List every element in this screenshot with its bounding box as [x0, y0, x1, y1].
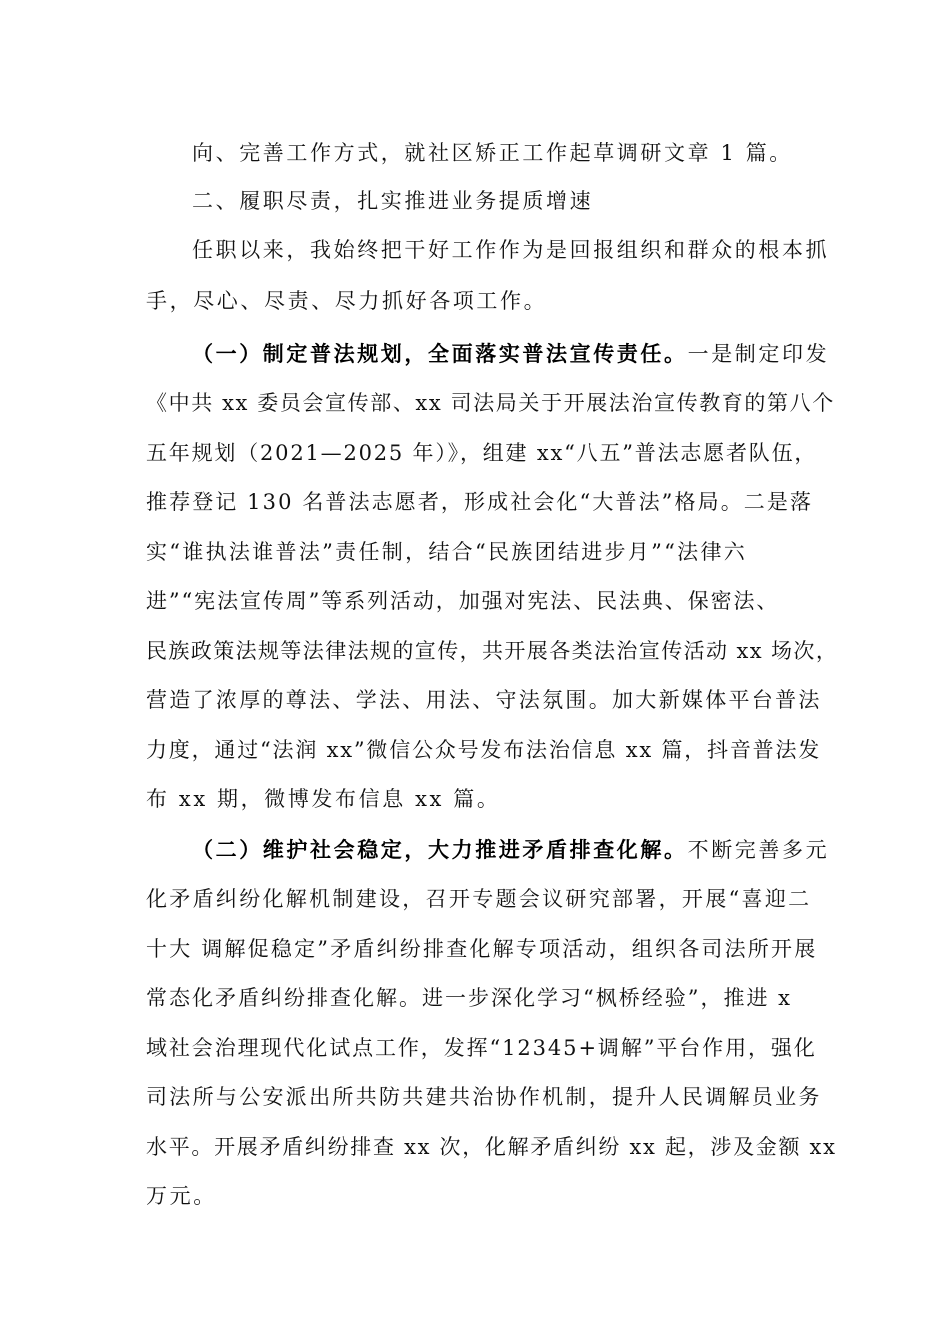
text-line: 《中共 xx 委员会宣传部、xx 司法局关于开展法治宣传教育的第八个 [146, 391, 835, 415]
paragraph-lead-line [192, 340, 829, 368]
text-line: 五年规划（2021—2025 年）》，组建 xx“八五”普法志愿者队伍， [146, 441, 818, 465]
subsection-heading: （二）维护社会稳定，大力推进矛盾排查化解。 [192, 837, 688, 862]
text-line: 布 xx 期，微博发布信息 xx 篇。 [146, 787, 501, 811]
text-line: 化矛盾纠纷化解机制建设，召开专题会议研究部署，开展“喜迎二 [146, 887, 812, 911]
text-line: 常态化矛盾纠纷排查化解。进一步深化学习“枫桥经验”，推进 x [146, 986, 792, 1010]
text-line: 手，尽心、尽责、尽力抓好各项工作。 [146, 289, 548, 313]
text-line: 司法所与公安派出所共防共建共治协作机制，提升人民调解员业务 [146, 1085, 822, 1109]
text-line: 民族政策法规等法律法规的宣传，共开展各类法治宣传活动 xx 场次， [146, 639, 839, 663]
text-line: 水平。开展矛盾纠纷排查 xx 次，化解矛盾纠纷 xx 起，涉及金额 xx [146, 1135, 837, 1159]
text-line: 向、完善工作方式，就社区矫正工作起草调研文章 1 篇。 [192, 141, 793, 165]
subsection-heading: （一）制定普法规划，全面落实普法宣传责任。 [192, 341, 688, 366]
text-line: 十大 调解促稳定”矛盾纠纷排查化解专项活动，组织各司法所开展 [146, 937, 818, 961]
text-line: 营造了浓厚的尊法、学法、用法、守法氛围。加大新媒体平台普法 [146, 688, 822, 712]
text-line: 域社会治理现代化试点工作，发挥“12345+调解”平台作用，强化 [146, 1036, 817, 1060]
text-line: 万元。 [146, 1184, 217, 1208]
paragraph-lead-line [192, 836, 829, 864]
text-run: 不断完善多元 [687, 838, 830, 862]
text-run: 一是制定印发 [687, 342, 830, 366]
text-line: 推荐登记 130 名普法志愿者，形成社会化“大普法”格局。二是落 [146, 490, 814, 514]
section-heading: 二、履职尽责，扎实推进业务提质增速 [192, 189, 594, 213]
text-line: 实“谁执法谁普法”责任制，结合“民族团结进步月”“法律六 [146, 540, 748, 564]
text-line: 任职以来，我始终把干好工作作为是回报组织和群众的根本抓 [192, 238, 830, 262]
text-line: 进”“宪法宣传周”等系列活动，加强对宪法、民法典、保密法、 [146, 589, 780, 613]
text-line: 力度，通过“法润 xx”微信公众号发布法治信息 xx 篇，抖音普法发 [146, 738, 822, 762]
